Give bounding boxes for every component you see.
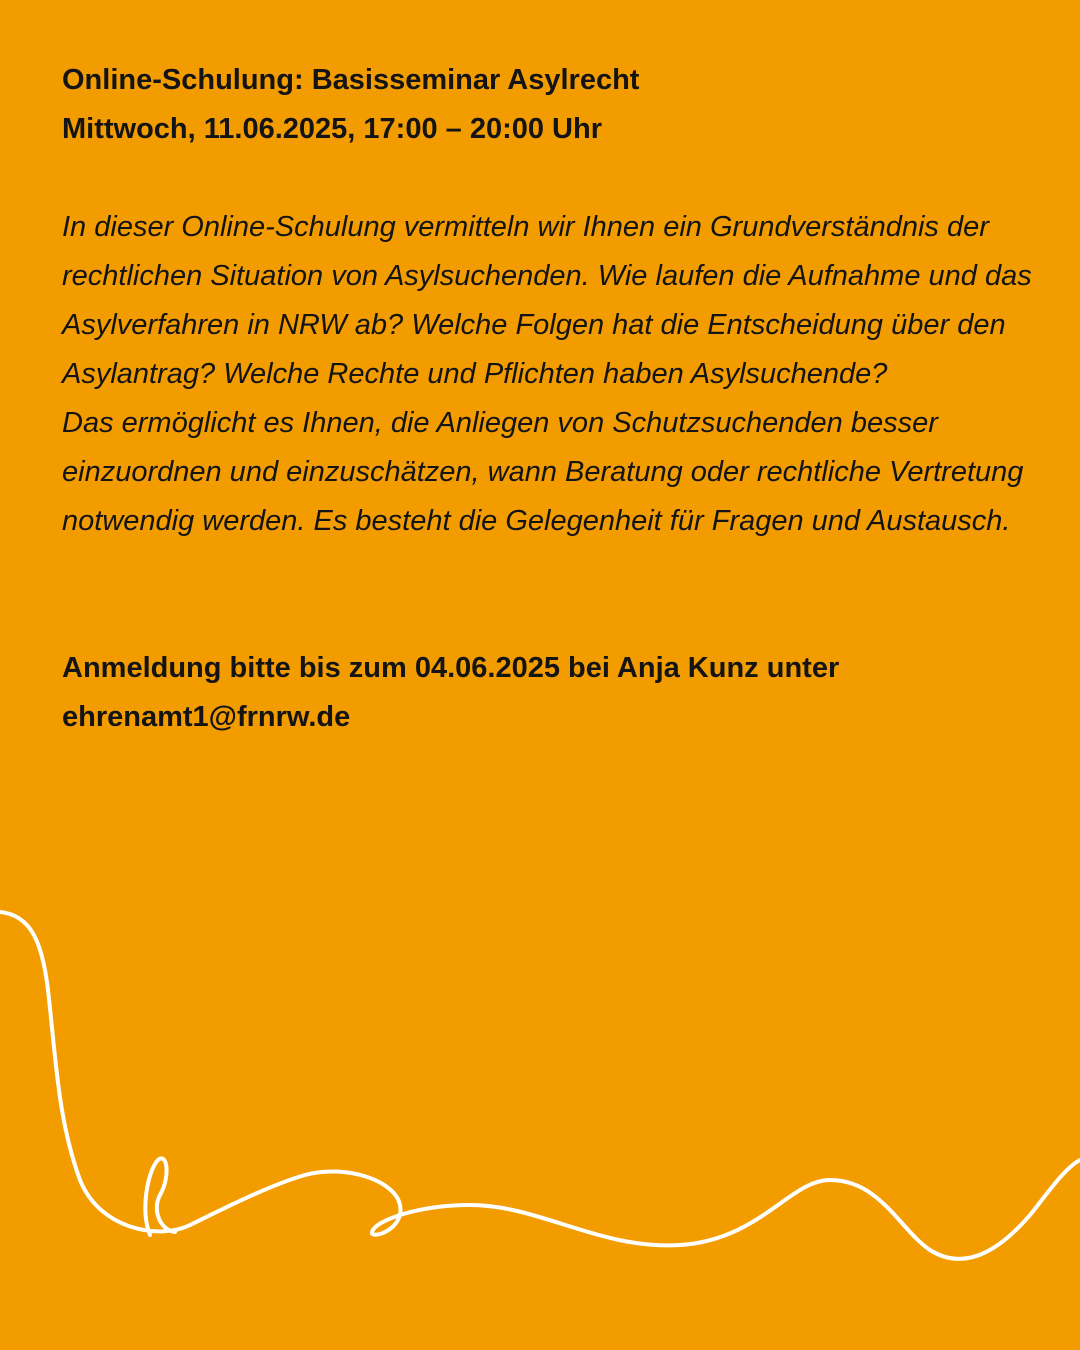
event-description xyxy=(62,203,1032,546)
description-paragraph-1: In dieser Online-Schulung vermitteln wir Ihnen ein Grundverständnis der rechtlichen Situation von Asylsuchenden. Wie laufen die Aufnahme und das Asylverfahren in NRW ab? Welche Folgen hat die Entscheidung über den Asylantrag? Welche Rechte und Pflichten haben Asylsuchende? xyxy=(62,211,1032,390)
event-datetime: Mittwoch, 11.06.2025, 17:00 – 20:00 Uhr xyxy=(62,113,602,145)
registration-notice: Anmeldung bitte bis zum 04.06.2025 bei Anja Kunz unter ehrenamt1@frnrw.de xyxy=(62,652,840,733)
event-title: Online-Schulung: Basisseminar Asylrecht xyxy=(62,64,640,96)
description-paragraph-2: Das ermöglicht es Ihnen, die Anliegen von Schutzsuchenden besser einzuordnen und einzuschätzen, wann Beratung oder rechtliche Vertretung notwendig werden. Es besteht die Gelegenheit für Fragen und Austausch. xyxy=(62,407,1024,537)
event-content xyxy=(62,56,1032,742)
